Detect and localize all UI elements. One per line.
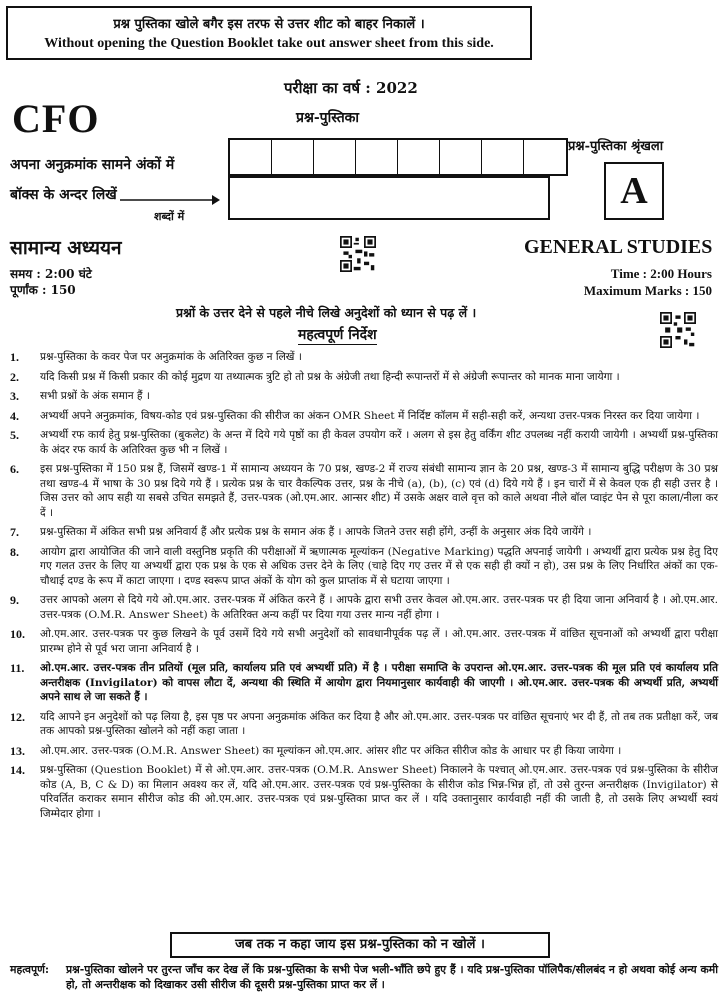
instruction-item bbox=[10, 627, 718, 656]
instruction-number: 9. bbox=[10, 593, 19, 607]
footnote-text: प्रश्न-पुस्तिका खोलने पर तुरन्त जाँच कर देख लें कि प्रश्न-पुस्तिका के सभी पेज भली-भाँति छपे हुए हैं । यदि प्रश्न-पुस्तिका पॉलिपैक/सीलबंद न हो अथवा कोई अन्य कमी हो, तो अन्तरीक्षक को दिखाकर उसी सीरीज की दूसरी प्रश्न-पुस्तिका प्राप्त कर लें । bbox=[66, 963, 718, 991]
instruction-text: इस प्रश्न-पुस्तिका में 150 प्रश्न हैं, जिसमें खण्ड-1 में सामान्य अध्ययन के 70 प्रश्न, खण्ड-2 में राज्य संबंधी सामान्य ज्ञान के 20 प्रश्न, खण्ड-3 में सामान्य बुद्धि परीक्षण के 30 प्रश्न तथा खण्ड-4 में भाषा के 30 प्रश्न दिये गये हैं । प्रत्येक प्रश्न के चार वैकल्पिक उत्तर, प्रश्न के नीचे (a), (b), (c) एवं (d) दिये गये हैं । इन चारों में से केवल एक ही सही उत्तर है । जिस उत्तर को आप सही या सबसे उचित समझते हैं, उत्तर-पत्रक (ओ.एम.आर. आन्सर शीट) में उसके अक्षर वाले वृत्त को काले अथवा नीले बॉल प्वाइंट पेन से पूरा काला/नीला कर दें । bbox=[40, 463, 718, 519]
roll-number-digit-boxes[interactable] bbox=[228, 138, 568, 176]
marks-english: Maximum Marks : 150 bbox=[583, 283, 712, 298]
instruction-item bbox=[10, 710, 718, 739]
roll-digit-box[interactable] bbox=[482, 140, 524, 174]
instruction-text: ओ.एम.आर. उत्तर-पत्रक तीन प्रतियों (मूल प्रति, कार्यालय प्रति एवं अभ्यर्थी प्रति) में है । परीक्षा समाप्ति के उपरान्त ओ.एम.आर. उत्तर-पत्रक की मूल प्रति एवं कार्यालय प्रति अन्तरीक्षक (Invigilator) को वापस लौटा दें, अन्यथा की स्थिति में आयोग द्वारा नियमानुसार कार्यवाही की जाएगी । ओ.एम.आर. उत्तर-पत्रक की अभ्यर्थी प्रति, अभ्यर्थी अपने साथ ले जा सकते हैं । bbox=[40, 662, 718, 703]
instruction-text: प्रश्न-पुस्तिका के कवर पेज पर अनुक्रमांक के अतिरिक्त कुछ न लिखें । bbox=[40, 351, 302, 363]
instruction-number: 3. bbox=[10, 389, 19, 403]
notice-hindi: प्रश्न पुस्तिका खोले बगैर इस तरफ से उत्तर शीट को बाहर निकालें । bbox=[113, 17, 425, 32]
answer-sheet-notice-box bbox=[6, 6, 532, 60]
instruction-item bbox=[10, 744, 718, 759]
instruction-number: 13. bbox=[10, 743, 25, 758]
instruction-item bbox=[10, 593, 718, 622]
instruction-number: 5. bbox=[10, 428, 19, 442]
roll-digit-box[interactable] bbox=[314, 140, 356, 174]
instruction-number: 7. bbox=[10, 525, 19, 539]
roll-label-line-2: बॉक्स के अन्दर लिखें bbox=[10, 187, 117, 203]
time-marks-english bbox=[584, 265, 712, 299]
paper-code: CFO bbox=[12, 96, 100, 141]
subject-title-hindi: सामान्य अध्ययन bbox=[10, 237, 122, 259]
instruction-text: उत्तर आपको अलग से दिये गये ओ.एम.आर. उत्तर-पत्रक में अंकित करने हैं । आपके द्वारा सभी उत्तर केवल ओ.एम.आर. उत्तर-पत्रक पर ही दिया जाना अनिवार्य है । ओ.एम.आर. उत्तर-पत्रक (O.M.R. Answer Sheet) के अतिरिक्त अन्य कहीं पर दिया गया उत्तर मान्य नहीं होगा । bbox=[40, 594, 718, 621]
instruction-number: 8. bbox=[10, 544, 19, 559]
roll-digit-box[interactable] bbox=[272, 140, 314, 174]
roll-digit-box[interactable] bbox=[524, 140, 566, 174]
instruction-number: 14. bbox=[10, 763, 25, 777]
booklet-series-box: A bbox=[604, 162, 664, 220]
instruction-text: ओ.एम.आर. उत्तर-पत्रक (O.M.R. Answer Sheet) का मूल्यांकन ओ.एम.आर. आंसर शीट पर अंकित सीरीज कोड के आधार पर ही किया जायेगा । bbox=[40, 744, 622, 757]
instruction-item bbox=[10, 428, 718, 457]
exam-year: परीक्षा का वर्ष : 2022 bbox=[284, 79, 418, 97]
instruction-item bbox=[10, 462, 718, 520]
booklet-series-label: प्रश्न-पुस्तिका श्रृंखला bbox=[568, 139, 664, 154]
instruction-text: अभ्यर्थी रफ कार्य हेतु प्रश्न-पुस्तिका (बुकलेट) के अन्त में दिये गये पृष्ठों का ही केवल उपयोग करें । अलग से इस हेतु वर्किंग शीट उपलब्ध नहीं करायी जायेगी । अभ्यर्थी प्रश्न-पुस्तिका के अंदर रफ कार्य के अतिरिक्त कुछ भी न लिखें । bbox=[40, 429, 718, 456]
booklet-title: प्रश्न-पुस्तिका bbox=[296, 110, 360, 126]
instruction-text: अभ्यर्थी अपने अनुक्रमांक, विषय-कोड एवं प्रश्न-पुस्तिका की सीरीज का अंकन OMR Sheet में निर्दिष्ट कॉलम में सही-सही करें, अन्यथा उत्तर-पत्रक निरस्त कर दिया जायेगा । bbox=[40, 409, 700, 422]
instructions-heading: महत्वपूर्ण निर्देश bbox=[298, 327, 377, 343]
marks-hindi: पूर्णांक : 150 bbox=[10, 283, 76, 297]
instruction-item bbox=[10, 389, 718, 404]
instruction-item bbox=[10, 409, 718, 424]
roll-digit-box[interactable] bbox=[398, 140, 440, 174]
do-not-open-notice: जब तक न कहा जाय इस प्रश्न-पुस्तिका को न खोलें । bbox=[170, 932, 550, 958]
roll-digit-box[interactable] bbox=[230, 140, 272, 174]
instruction-number: 6. bbox=[10, 462, 19, 476]
instruction-text: यदि किसी प्रश्न में किसी प्रकार की कोई मुद्रण या तथ्यात्मक त्रुटि हो तो प्रश्न के अंग्रेजी तथा हिन्दी रूपान्तरों में से अंग्रेजी रूपान्तर को मानक माना जायेगा । bbox=[40, 370, 620, 383]
instructions-list bbox=[10, 350, 718, 826]
time-marks-hindi bbox=[10, 266, 92, 298]
instruction-number: 11. bbox=[10, 661, 25, 675]
footnote-label: महत्वपूर्ण: bbox=[10, 963, 49, 976]
instruction-text: प्रश्न-पुस्तिका (Question Booklet) में से ओ.एम.आर. उत्तर-पत्रक (O.M.R. Answer Sheet) निकालने के पश्चात् ओ.एम.आर. उत्तर-पत्रक एवं प्रश्न-पुस्तिका के सीरीज कोड (A, B, C & D) का मिलान अवश्य कर लें, यदि ओ.एम.आर. उत्तर-पत्रक एवं प्रश्न-पुस्तिका के सीरीज कोड भिन्न-भिन्न हों, तो उसे तुरन्त अन्तरीक्षक (Invigilator) से परिवर्तित कराकर समान सीरीज कोड की ओ.एम.आर. उत्तर-पत्रक एवं प्रश्न-पुस्तिका प्राप्त कर लें । यदि उक्तानुसार कार्यवाही नहीं की जाती है, तो उसके लिए अभ्यर्थी स्वयं जिम्मेदार होगा । bbox=[40, 764, 718, 820]
instruction-text: यदि आपने इन अनुदेशों को पढ़ लिया है, इस पृष्ठ पर अपना अनुक्रमांक अंकित कर दिया है और ओ.एम.आर. उत्तर-पत्रक पर वांछित सूचनाएं भर दी हैं, तो तब तक प्रतीक्षा करें, जब तक आपको प्रश्न-पुस्तिका खोलने को नहीं कहा जाता । bbox=[40, 710, 718, 737]
instruction-item bbox=[10, 370, 718, 385]
important-footnote bbox=[10, 962, 718, 992]
time-english: Time : 2:00 Hours bbox=[610, 266, 712, 281]
instruction-number: 12. bbox=[10, 709, 25, 724]
instruction-text: प्रश्न-पुस्तिका में अंकित सभी प्रश्न अनिवार्य हैं और प्रत्येक प्रश्न के समान अंक हैं । आपके जितने उत्तर सही होंगे, उन्हीं के अनुसार अंक दिये जायेंगे । bbox=[40, 526, 592, 538]
in-words-label: शब्दों में bbox=[154, 210, 185, 223]
instruction-number: 1. bbox=[10, 350, 19, 364]
instruction-item bbox=[10, 763, 718, 821]
subject-title-english: GENERAL STUDIES bbox=[524, 236, 713, 258]
time-hindi: समय : 2:00 घंटे bbox=[10, 267, 92, 281]
instruction-number: 4. bbox=[10, 408, 19, 423]
roll-digit-box[interactable] bbox=[356, 140, 398, 174]
qr-code-icon bbox=[660, 312, 696, 348]
instruction-text: सभी प्रश्नों के अंक समान हैं । bbox=[40, 390, 150, 402]
instruction-item bbox=[10, 525, 718, 540]
roll-label-line-1: अपना अनुक्रमांक सामने अंकों में bbox=[10, 157, 175, 173]
roll-number-in-words-box[interactable] bbox=[228, 176, 550, 220]
instruction-number: 10. bbox=[10, 627, 25, 641]
read-instructions-note: प्रश्नों के उत्तर देने से पहले नीचे लिखे अनुदेशों को ध्यान से पढ़ लें । bbox=[176, 305, 477, 320]
instruction-text: आयोग द्वारा आयोजित की जाने वाली वस्तुनिष्ठ प्रकृति की परीक्षाओं में ऋणात्मक मूल्यांकन (Negative Marking) पद्धति अपनाई जायेगी । अभ्यर्थी द्वारा प्रत्येक प्रश्न हेतु दिए गए गलत उत्तर के लिए या अभ्यर्थी द्वारा एक प्रश्न के एक से अधिक उत्तर देने के लिए (चाहे दिए गए उत्तर में से एक सही ही क्यों न हो), उस प्रश्न के लिए निर्धारित अंकों का एक-चौथाई दण्ड के रूप में काटा जाएगा । दण्ड स्वरूप प्राप्त अंकों के योग को कुल प्राप्तांक में से घटाया जाएगा । bbox=[40, 545, 718, 587]
qr-code-icon bbox=[340, 236, 376, 272]
roll-digit-box[interactable] bbox=[440, 140, 482, 174]
notice-english: Without opening the Question Booklet take out answer sheet from this side. bbox=[44, 36, 494, 51]
instruction-item bbox=[10, 661, 718, 705]
instruction-text: ओ.एम.आर. उत्तर-पत्रक पर कुछ लिखने के पूर्व उसमें दिये गये सभी अनुदेशों को सावधानीपूर्वक पढ़ लें । ओ.एम.आर. उत्तर-पत्रक में वांछित सूचनाओं को अभ्यर्थी द्वारा परीक्षा प्रारम्भ होने से पूर्व भरा जाना अनिवार्य है । bbox=[40, 628, 718, 655]
instruction-number: 2. bbox=[10, 369, 19, 384]
instruction-item bbox=[10, 350, 718, 365]
arrow-right-icon bbox=[120, 194, 220, 206]
instruction-item bbox=[10, 545, 718, 589]
